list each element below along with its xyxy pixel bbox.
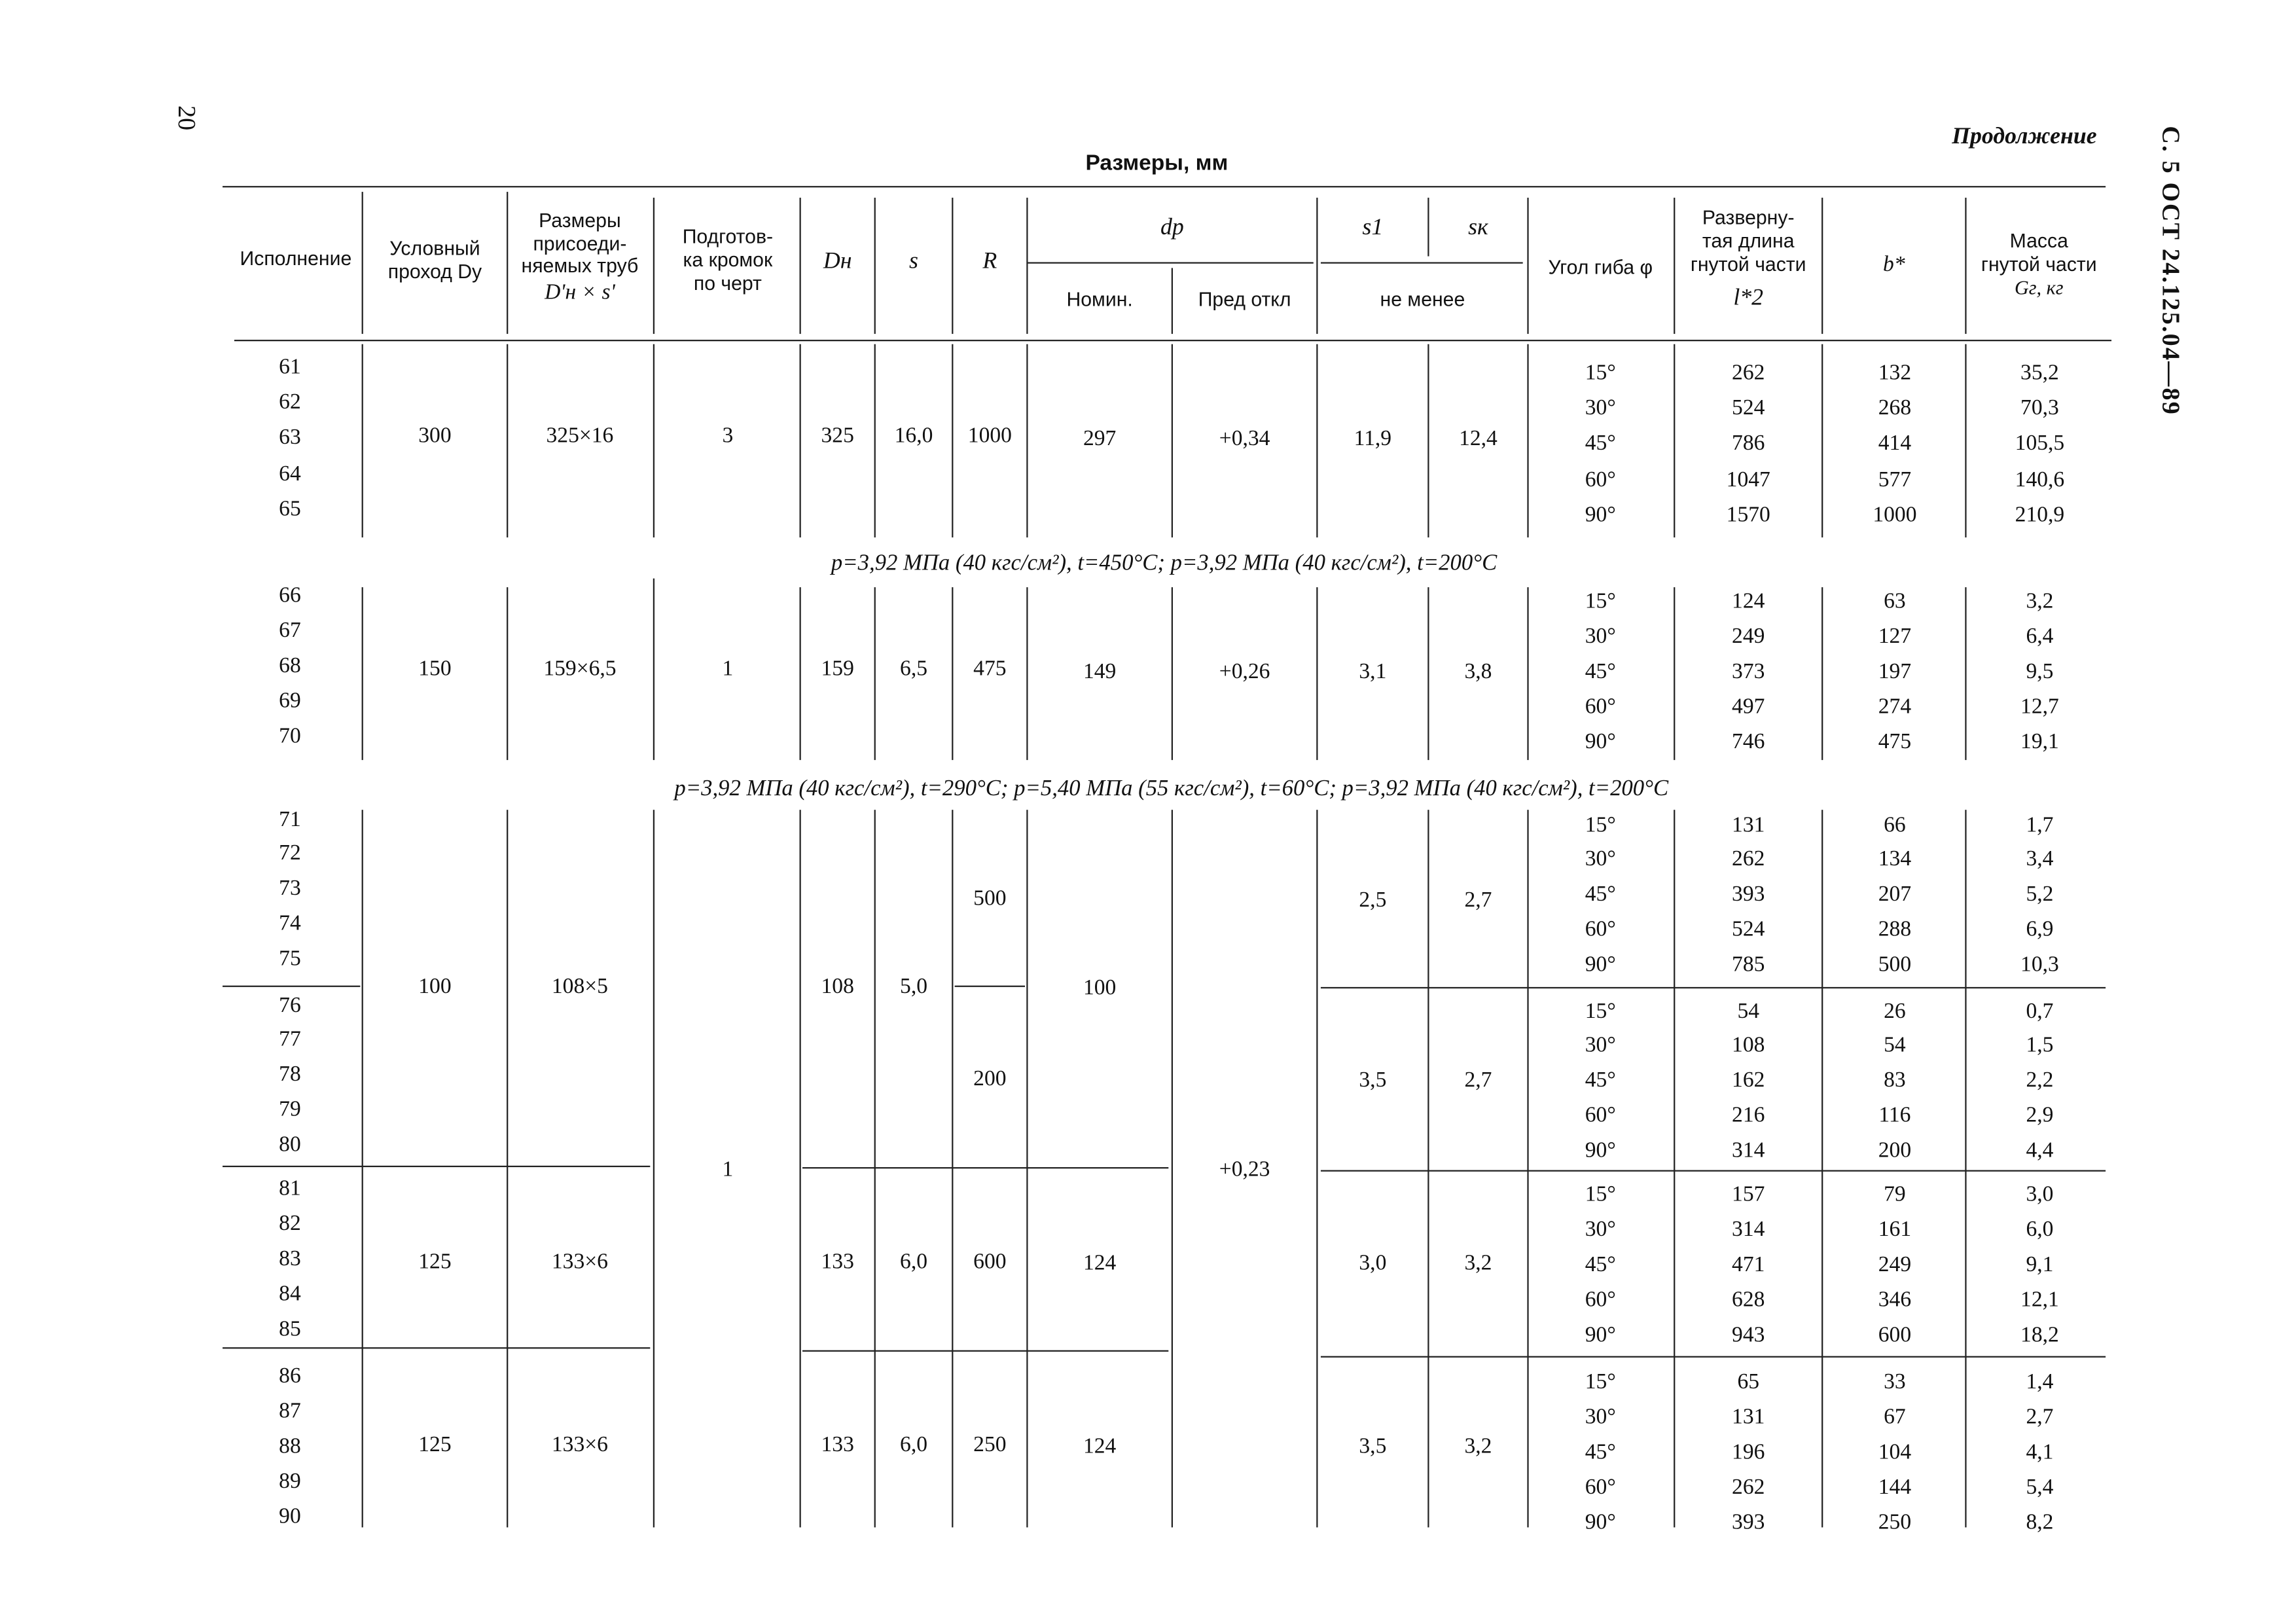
developed-length-cell: 373 [1732, 660, 1765, 684]
row-group-rule [223, 986, 360, 987]
ispolnenie-cell: 79 [279, 1098, 301, 1122]
bend-angle-cell: 45° [1585, 431, 1616, 456]
bend-angle-cell: 45° [1585, 660, 1616, 684]
ispolnenie-cell: 90 [279, 1505, 301, 1529]
header-col-sep [507, 192, 508, 334]
developed-length-cell: 393 [1732, 883, 1765, 907]
group1-sk: 12,4 [1459, 427, 1498, 452]
developed-length-cell: 497 [1732, 695, 1765, 719]
table-top-rule [223, 186, 2106, 187]
mass-cell: 12,1 [2020, 1288, 2059, 1312]
b-dimension-cell: 197 [1878, 660, 1912, 684]
header-length-4: l*2 [1733, 285, 1764, 311]
row-group-rule [802, 1350, 1168, 1352]
header-r: R [982, 249, 997, 274]
row-group-rule [223, 1166, 650, 1167]
group2-tolerance: +0,26 [1219, 660, 1270, 684]
group4-pipe: 133×6 [551, 1250, 608, 1274]
group3-r-a: 500 [973, 887, 1007, 911]
group2-edge: 1 [722, 657, 734, 681]
bend-angle-cell: 45° [1585, 1069, 1616, 1092]
developed-length-cell: 196 [1732, 1441, 1765, 1465]
ispolnenie-cell: 87 [279, 1399, 301, 1424]
group4-sk: 3,2 [1464, 1252, 1492, 1276]
developed-length-cell: 393 [1732, 1511, 1765, 1535]
mass-cell: 5,2 [2026, 883, 2054, 907]
body-col-sep [1316, 810, 1318, 1527]
developed-length-cell: 157 [1732, 1183, 1765, 1207]
b-dimension-cell: 132 [1878, 361, 1912, 386]
mass-cell: 210,9 [2015, 503, 2065, 528]
developed-length-cell: 746 [1732, 731, 1765, 755]
ispolnenie-cell: 69 [279, 689, 301, 713]
ispolnenie-cell: 71 [279, 808, 301, 832]
ispolnenie-cell: 70 [279, 725, 301, 749]
header-edges-1: Подготов- [682, 225, 774, 248]
row-group-rule [802, 1167, 1168, 1168]
bend-angle-cell: 15° [1585, 1183, 1616, 1207]
group2-dn: 159 [821, 657, 854, 681]
bend-angle-cell: 60° [1585, 918, 1616, 942]
bend-angle-cell: 90° [1585, 731, 1616, 755]
group3-dn: 108 [821, 975, 854, 999]
bend-angle-cell: 30° [1585, 625, 1616, 649]
ispolnenie-cell: 86 [279, 1365, 301, 1388]
body-col-sep [1821, 810, 1823, 1527]
mass-cell: 18,2 [2020, 1324, 2059, 1348]
mass-cell: 8,2 [2026, 1511, 2054, 1535]
mass-cell: 2,9 [2026, 1104, 2054, 1128]
mass-cell: 10,3 [2020, 953, 2059, 977]
b-dimension-cell: 83 [1884, 1069, 1906, 1092]
group4-s: 6,0 [900, 1250, 927, 1274]
mass-cell: 5,4 [2026, 1476, 2054, 1500]
developed-length-cell: 786 [1732, 431, 1765, 456]
b-dimension-cell: 67 [1884, 1405, 1906, 1430]
developed-length-cell: 54 [1737, 1000, 1759, 1024]
ispolnenie-cell: 78 [279, 1063, 301, 1087]
header-s1: s1 [1362, 215, 1384, 240]
b-dimension-cell: 207 [1878, 883, 1912, 907]
ispolnenie-cell: 61 [279, 355, 301, 380]
ispolnenie-cell: 72 [279, 842, 301, 866]
header-b: b* [1883, 253, 1905, 277]
bend-angle-cell: 45° [1585, 1441, 1616, 1465]
body-col-sep [1674, 587, 1675, 760]
group1-dn: 325 [821, 424, 854, 448]
header-edges-3: по черт [693, 272, 762, 295]
header-pipes-2: присоеди- [533, 232, 627, 255]
group3-dp: 100 [1083, 977, 1117, 1001]
body-col-sep [1821, 344, 1823, 537]
header-dy-1: Условный [389, 237, 480, 259]
bend-angle-cell: 60° [1585, 1288, 1616, 1312]
ispolnenie-cell: 67 [279, 619, 301, 643]
mass-cell: 1,7 [2026, 814, 2054, 838]
group2-s1: 3,1 [1359, 660, 1387, 684]
b-dimension-cell: 577 [1878, 468, 1912, 492]
group3-s1-a: 2,5 [1359, 888, 1387, 912]
bend-angle-cell: 45° [1585, 1254, 1616, 1277]
ispolnenie-cell: 81 [279, 1177, 301, 1201]
developed-length-cell: 524 [1732, 397, 1765, 421]
body-col-sep [507, 587, 508, 760]
b-dimension-cell: 161 [1878, 1218, 1912, 1242]
group2-dy: 150 [418, 657, 452, 681]
header-min: не менее [1380, 288, 1465, 311]
group4-dy: 125 [418, 1250, 452, 1274]
header-length-3: гнутой части [1690, 253, 1806, 276]
bend-angle-cell: 90° [1585, 1139, 1616, 1163]
body-col-sep [653, 579, 655, 760]
header-dp: dр [1160, 215, 1184, 240]
group5-dy: 125 [418, 1434, 452, 1458]
b-dimension-cell: 250 [1878, 1511, 1912, 1535]
b-dimension-cell: 116 [1878, 1104, 1911, 1128]
header-dy-2: проход Dу [387, 261, 482, 283]
mass-cell: 2,7 [2026, 1405, 2054, 1430]
developed-length-cell: 124 [1732, 590, 1765, 614]
group5-sk: 3,2 [1464, 1435, 1492, 1459]
mass-cell: 2,2 [2026, 1069, 2054, 1092]
row-group-rule [1321, 987, 2106, 988]
group5-dn: 133 [821, 1434, 854, 1458]
group3-r-b: 200 [973, 1067, 1007, 1091]
b-dimension-cell: 33 [1884, 1371, 1906, 1394]
b-dimension-cell: 249 [1878, 1254, 1912, 1277]
bend-angle-cell: 90° [1585, 1324, 1616, 1348]
ispolnenie-cell: 89 [279, 1470, 301, 1494]
developed-length-cell: 524 [1732, 918, 1765, 942]
group3-s: 5,0 [900, 975, 927, 999]
developed-length-cell: 314 [1732, 1139, 1765, 1163]
developed-length-cell: 1570 [1726, 503, 1770, 528]
developed-length-cell: 471 [1732, 1254, 1765, 1277]
body-col-sep [1527, 810, 1528, 1527]
header-pipes-3: няемых труб [521, 255, 639, 277]
mass-cell: 105,5 [2015, 431, 2065, 456]
body-col-sep [653, 344, 655, 537]
b-dimension-cell: 79 [1884, 1183, 1906, 1207]
body-col-sep [800, 810, 801, 1527]
mass-cell: 3,0 [2026, 1183, 2054, 1207]
ispolnenie-cell: 62 [279, 391, 301, 415]
r-split-rule [955, 986, 1025, 987]
operating-conditions-note: p=3,92 МПа (40 кгс/см²), t=290°C; p=5,40 МПа (55 кгс/см²), t=60°C; p=3,92 МПа (40 кгс/см²), t=200°C [674, 776, 1669, 801]
group3-dy: 100 [418, 975, 452, 999]
row-group-rule [1321, 1356, 2106, 1358]
group1-r: 1000 [967, 424, 1012, 448]
continuation-label: Продолжение [1952, 124, 2097, 150]
group3-sk-b: 2,7 [1464, 1069, 1492, 1092]
bend-angle-cell: 30° [1585, 1034, 1616, 1058]
header-length-2: тая длина [1702, 230, 1795, 252]
developed-length-cell: 785 [1732, 953, 1765, 977]
bend-angle-cell: 30° [1585, 848, 1616, 872]
developed-length-cell: 65 [1737, 1371, 1759, 1394]
b-dimension-cell: 66 [1884, 814, 1906, 838]
developed-length-cell: 314 [1732, 1218, 1765, 1242]
header-pipes-1: Размеры [539, 209, 621, 232]
mass-cell: 35,2 [2020, 361, 2059, 386]
developed-length-cell: 943 [1732, 1324, 1765, 1348]
developed-length-cell: 216 [1732, 1104, 1765, 1128]
body-col-sep [1965, 810, 1966, 1527]
mass-cell: 9,1 [2026, 1254, 2054, 1277]
b-dimension-cell: 414 [1878, 431, 1912, 456]
group5-s1: 3,5 [1359, 1435, 1387, 1459]
header-angle: Угол гиба φ [1548, 256, 1653, 279]
body-col-sep [1674, 810, 1675, 1527]
header-s: s [909, 249, 918, 274]
mass-cell: 1,5 [2026, 1034, 2054, 1058]
bend-angle-cell: 90° [1585, 953, 1616, 977]
b-dimension-cell: 346 [1878, 1288, 1912, 1312]
ispolnenie-cell: 88 [279, 1435, 301, 1459]
header-mass-2: гнутой части [1981, 253, 2097, 276]
bend-angle-cell: 60° [1585, 1104, 1616, 1128]
b-dimension-cell: 268 [1878, 397, 1912, 421]
ispolnenie-cell: 82 [279, 1212, 301, 1236]
b-dimension-cell: 500 [1878, 953, 1912, 977]
ispolnenie-cell: 66 [279, 584, 301, 608]
mass-cell: 9,5 [2026, 660, 2054, 684]
document-code: С. 5 ОСТ 24.125.04—89 [2157, 126, 2185, 416]
ispolnenie-cell: 85 [279, 1318, 301, 1342]
group3-s1-b: 3,5 [1359, 1069, 1387, 1092]
developed-length-cell: 262 [1732, 848, 1765, 872]
body-col-sep [1527, 587, 1528, 760]
mass-cell: 1,4 [2026, 1371, 2054, 1394]
group1-dp: 297 [1083, 427, 1117, 452]
header-dn: Dн [823, 249, 852, 274]
group2-s: 6,5 [900, 657, 927, 681]
group1-edge: 3 [722, 424, 734, 448]
header-mass-1: Масса [2009, 230, 2068, 252]
developed-length-cell: 262 [1732, 361, 1765, 386]
developed-length-cell: 162 [1732, 1069, 1765, 1092]
group5-dp: 124 [1083, 1435, 1117, 1459]
mass-cell: 3,4 [2026, 848, 2054, 872]
b-dimension-cell: 134 [1878, 848, 1912, 872]
header-bottom-rule [234, 340, 2111, 341]
group2-dp: 149 [1083, 660, 1117, 684]
bend-angle-cell: 15° [1585, 1000, 1616, 1024]
group3-pipe: 108×5 [551, 975, 608, 999]
header-dp-tolerance: Пред откл [1198, 288, 1291, 311]
body-col-sep [1427, 810, 1429, 1527]
table-title: Размеры, мм [1085, 151, 1229, 176]
b-dimension-cell: 1000 [1873, 503, 1917, 528]
ispolnenie-cell: 76 [279, 994, 301, 1018]
b-dimension-cell: 200 [1878, 1139, 1912, 1163]
ispolnenie-cell: 73 [279, 877, 301, 901]
group1-dy: 300 [418, 424, 452, 448]
body-col-sep [1821, 587, 1823, 760]
header-sk: sк [1468, 215, 1488, 240]
mass-cell: 4,4 [2026, 1139, 2054, 1163]
ispolnenie-cell: 84 [279, 1282, 301, 1307]
group3-5-edge: 1 [722, 1158, 734, 1182]
bend-angle-cell: 60° [1585, 468, 1616, 492]
min-subheader-rule [1321, 262, 1523, 263]
group4-dp: 124 [1083, 1252, 1117, 1276]
group5-s: 6,0 [900, 1434, 927, 1458]
body-col-sep [653, 810, 655, 1527]
mass-cell: 19,1 [2020, 731, 2059, 755]
header-mass-3: Gг, кг [2014, 276, 2064, 299]
b-dimension-cell: 288 [1878, 918, 1912, 942]
row-group-rule [1321, 1170, 2106, 1172]
b-dimension-cell: 600 [1878, 1324, 1912, 1348]
b-dimension-cell: 54 [1884, 1034, 1906, 1058]
body-col-sep [1674, 344, 1675, 537]
dp-subheader-rule [1028, 262, 1314, 263]
header-ispolnenie: Исполнение [240, 247, 352, 270]
body-col-sep [1965, 344, 1966, 537]
group1-s1: 11,9 [1354, 427, 1392, 452]
mass-cell: 0,7 [2026, 1000, 2054, 1024]
ispolnenie-cell: 80 [279, 1133, 301, 1157]
bend-angle-cell: 15° [1585, 361, 1616, 386]
bend-angle-cell: 90° [1585, 1511, 1616, 1535]
ispolnenie-cell: 65 [279, 497, 301, 522]
group4-s1: 3,0 [1359, 1252, 1387, 1276]
group5-pipe: 133×6 [551, 1434, 608, 1458]
developed-length-cell: 131 [1732, 814, 1765, 838]
ispolnenie-cell: 74 [279, 912, 301, 936]
b-dimension-cell: 104 [1878, 1441, 1912, 1465]
mass-cell: 70,3 [2020, 397, 2059, 421]
group1-tolerance: +0,34 [1219, 427, 1270, 452]
mass-cell: 12,7 [2020, 695, 2059, 719]
group4-dn: 133 [821, 1250, 854, 1274]
header-edges-2: ка кромок [683, 249, 773, 271]
row-group-rule [223, 1347, 650, 1348]
group4-r: 600 [973, 1250, 1007, 1274]
developed-length-cell: 249 [1732, 625, 1765, 649]
body-col-sep [362, 810, 363, 1527]
b-dimension-cell: 144 [1878, 1476, 1912, 1500]
bend-angle-cell: 15° [1585, 1371, 1616, 1394]
bend-angle-cell: 30° [1585, 1405, 1616, 1430]
developed-length-cell: 131 [1732, 1405, 1765, 1430]
bend-angle-cell: 15° [1585, 590, 1616, 614]
body-col-sep [362, 587, 363, 760]
body-col-sep [1965, 587, 1966, 760]
header-pipes-4: D'н × s' [545, 281, 615, 305]
mass-cell: 140,6 [2015, 468, 2065, 492]
mass-cell: 3,2 [2026, 590, 2054, 614]
group2-pipe: 159×6,5 [543, 657, 617, 681]
page-number: 20 [172, 105, 201, 131]
developed-length-cell: 262 [1732, 1476, 1765, 1500]
bend-angle-cell: 90° [1585, 503, 1616, 528]
bend-angle-cell: 30° [1585, 397, 1616, 421]
bend-angle-cell: 15° [1585, 814, 1616, 838]
bend-angle-cell: 60° [1585, 1476, 1616, 1500]
ispolnenie-cell: 68 [279, 655, 301, 678]
bend-angle-cell: 45° [1585, 883, 1616, 907]
mass-cell: 4,1 [2026, 1441, 2054, 1465]
body-col-sep [507, 810, 508, 1527]
group3-5-tolerance: +0,23 [1219, 1158, 1270, 1182]
body-col-sep [362, 344, 363, 537]
group5-r: 250 [973, 1434, 1007, 1458]
developed-length-cell: 108 [1732, 1034, 1765, 1058]
ispolnenie-cell: 83 [279, 1248, 301, 1271]
group1-pipe: 325×16 [546, 424, 614, 448]
developed-length-cell: 628 [1732, 1288, 1765, 1312]
ispolnenie-cell: 64 [279, 462, 301, 486]
mass-cell: 6,4 [2026, 625, 2054, 649]
bend-angle-cell: 60° [1585, 695, 1616, 719]
body-col-sep [1527, 344, 1528, 537]
group2-sk: 3,8 [1464, 660, 1492, 684]
ispolnenie-cell: 75 [279, 947, 301, 971]
group3-sk-a: 2,7 [1464, 888, 1492, 912]
group2-r: 475 [973, 657, 1007, 681]
mass-cell: 6,0 [2026, 1218, 2054, 1242]
header-col-sep [653, 198, 655, 334]
developed-length-cell: 1047 [1726, 468, 1770, 492]
ispolnenie-cell: 77 [279, 1028, 301, 1052]
operating-conditions-note: p=3,92 МПа (40 кгс/см²), t=450°C; p=3,92 МПа (40 кгс/см²), t=200°C [831, 550, 1498, 576]
b-dimension-cell: 475 [1878, 731, 1912, 755]
mass-cell: 6,9 [2026, 918, 2054, 942]
b-dimension-cell: 63 [1884, 590, 1906, 614]
header-dp-nominal: Номин. [1066, 288, 1133, 311]
b-dimension-cell: 26 [1884, 1000, 1906, 1024]
ispolnenie-cell: 63 [279, 426, 301, 450]
group1-s: 16,0 [894, 424, 933, 448]
body-col-sep [507, 344, 508, 537]
b-dimension-cell: 274 [1878, 695, 1912, 719]
header-length-1: Разверну- [1702, 206, 1795, 229]
bend-angle-cell: 30° [1585, 1218, 1616, 1242]
b-dimension-cell: 127 [1878, 625, 1912, 649]
